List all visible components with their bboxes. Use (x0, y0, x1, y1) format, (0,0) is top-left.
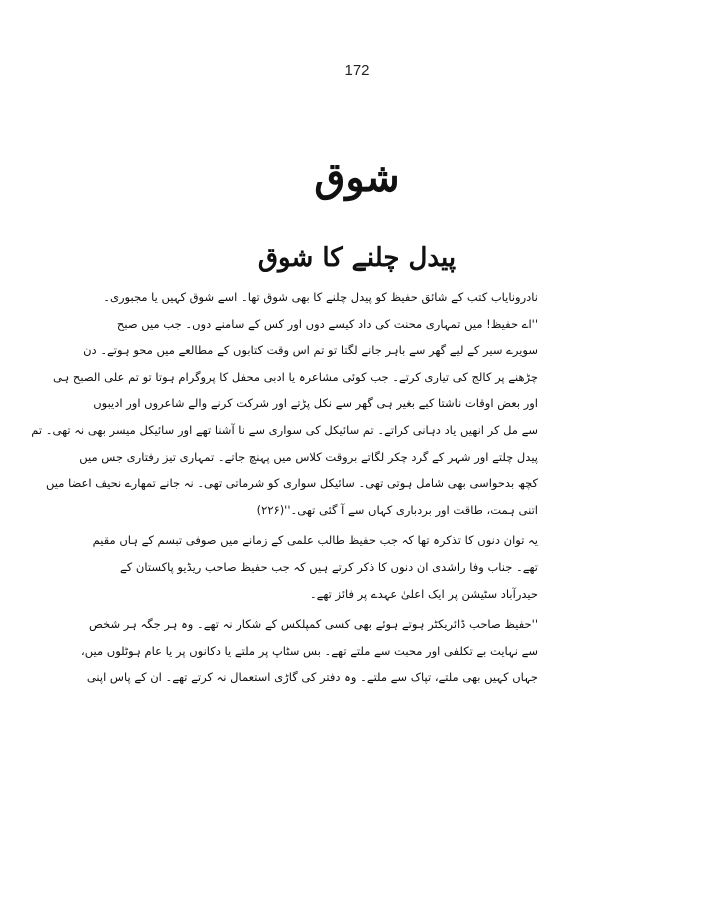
text-line: اور بعض اوقات ناشتا کیے بغیر ہی گھر سے نکل پڑتے اور شرکت کرنے والے شاعروں اور ادیبوں (93, 396, 538, 411)
paragraph (31, 284, 538, 523)
text-line: اتنی ہمت، طاقت اور بردباری کہاں سے آ گئی تھی۔''(۲۲۶) (256, 502, 538, 517)
chapter-title: شوق (314, 154, 400, 201)
text-line: جہاں کہیں بھی ملتے، تپاک سے ملتے۔ وہ دفتر کی گاڑی استعمال نہ کرتے تھے۔ ان کے پاس اپنی (86, 670, 538, 685)
text-line: ''حفیظ صاحب ڈائریکٹر ہوتے ہوئے بھی کسی کمپلکس کے شکار نہ تھے۔ وہ ہر جگہ ہر شخص (88, 617, 538, 632)
text-line: حیدرآباد سٹیشن پر ایک اعلیٰ عہدے پر فائز تھے۔ (309, 586, 538, 601)
text-line: سویرے سیر کے لیے گھر سے باہر جانے لگتا تو تم اس وقت کتابوں کے مطالعے میں محو ہوتے۔ دن (83, 343, 538, 358)
text-line: پیدل چلتے اور شہر کے گرد چکر لگاتے بروقت کلاس میں پہنچ جاتے۔ تمہاری تیز رفتاری جس میں (79, 449, 538, 464)
text-line: یہ توان دنوں کا تذکرہ تھا کہ جب حفیظ طالب علمی کے زمانے میں صوفی تبسم کے ہاں مقیم (92, 533, 538, 548)
body-text (31, 284, 538, 691)
text-line: تھے۔ جناب وفا راشدی ان دنوں کا ذکر کرتے ہیں کہ جب حفیظ صاحب ریڈیو پاکستان کے (120, 559, 538, 574)
text-line: ''اے حفیظ! میں تمہاری محنت کی داد کیسے دوں اور کس کے سامنے دوں۔ جب میں صبح (116, 316, 538, 331)
text-line: سے نہایت بے تکلفی اور محبت سے ملتے تھے۔ بس سٹاپ پر ملتے یا دکانوں پر یا عام ہوٹلوں میں، (81, 643, 538, 658)
page-number: 172 (344, 62, 370, 79)
text-line: چڑھنے پر کالج کی تیاری کرتے۔ جب کوئی مشاعرہ یا ادبی محفل کا پروگرام ہوتا تو تم علی الصبح ہی (52, 369, 538, 384)
text-line: نادرونایاب کتب کے شائق حفیظ کو پیدل چلنے کا بھی شوق تھا۔ اسے شوق کہیں یا مجبوری۔ (103, 290, 538, 304)
paragraph (92, 527, 538, 607)
section-title: پیدل چلنے کا شوق (257, 243, 457, 273)
text-line: سے مل کر انھیں یاد دہانی کراتے۔ تم سائیکل کی سواری سے نا آشنا تھے اور سائیکل میسر بھی نہ تھی۔ تم (31, 422, 538, 437)
text-line: کچھ بدحواسی بھی شامل ہوتی تھی۔ سائیکل سواری کو شرماتی تھی۔ نہ جانے تمھارے نحیف اعضا میں (46, 476, 538, 491)
paragraph (81, 611, 538, 691)
